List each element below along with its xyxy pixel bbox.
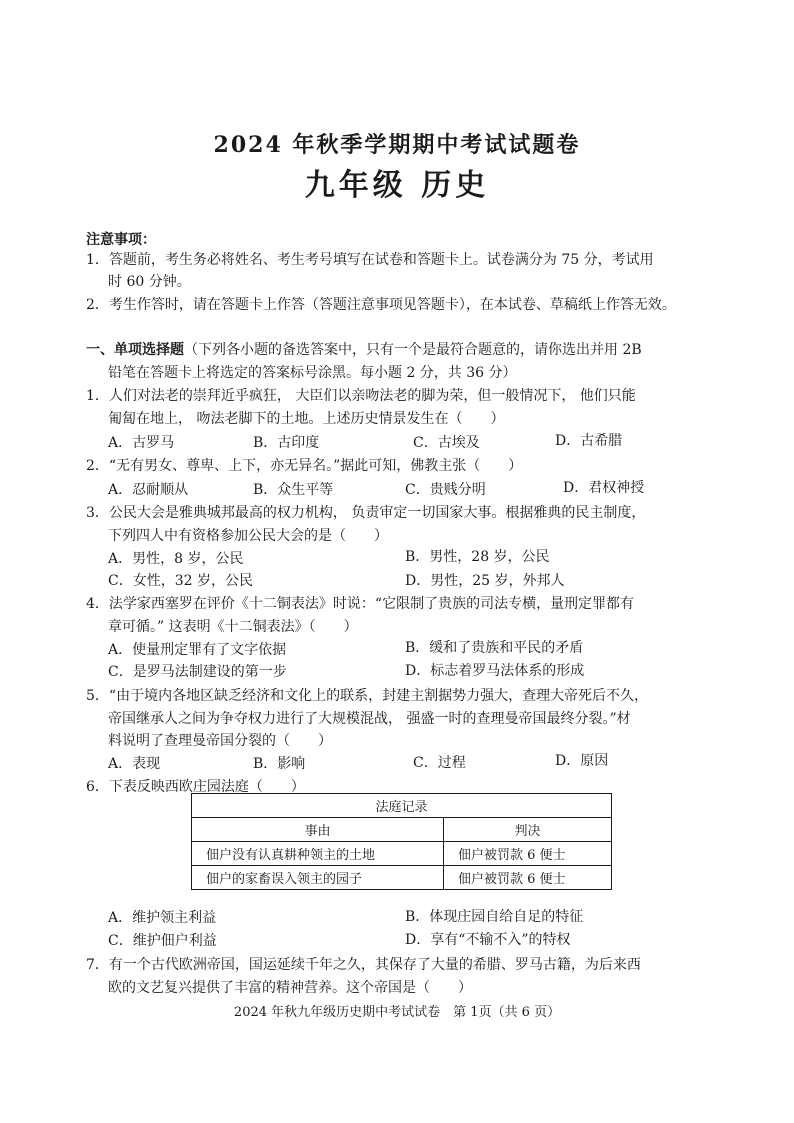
question-3-option-d: D．男性，25 岁，外邦人	[405, 573, 565, 589]
question-2-stem: 2．“无有男女、尊卑、上下，亦无异名。”据此可知，佛教主张（ ）	[86, 458, 523, 474]
question-3-option-c: C．女性，32 岁，公民	[108, 573, 253, 589]
table-row	[192, 842, 612, 866]
notice-heading: 注意事项：	[86, 232, 156, 248]
question-4-option-a: A．使量刑定罪有了文字依据	[108, 642, 287, 658]
section-heading-line	[86, 339, 642, 361]
question-7-stem-cont: 欧的文艺复兴提供了丰富的精神营养。这个帝国是（ ）	[108, 980, 472, 996]
question-5-option-a: A．表现	[108, 756, 161, 772]
question-1-option-d: D．古希腊	[555, 433, 623, 449]
exam-subtitle: 九年级 历史	[304, 168, 490, 203]
question-2-option-a: A．忍耐顺从	[108, 482, 189, 498]
question-6-option-a: A．维护领主利益	[108, 910, 217, 926]
court-record-table	[191, 793, 612, 890]
question-3-stem-cont: 下列四人中有资格参加公民大会的是（ ）	[108, 528, 388, 544]
question-2-option-d: D．君权神授	[563, 480, 645, 496]
table-header-verdict: 判决	[444, 818, 612, 842]
notice-item-1: 1．答题前，考生务必将姓名、考生考号填写在试卷和答题卡上。试卷满分为 75 分，考试用	[86, 252, 654, 268]
table-cell-cause: 佃户没有认真耕种领主的土地	[192, 842, 444, 866]
table-row	[192, 866, 612, 890]
court-record-caption: 法庭记录	[192, 794, 612, 818]
question-6-option-c: C．维护佃户利益	[108, 933, 217, 949]
question-3-option-b: B．男性，28 岁，公民	[405, 549, 550, 565]
question-7-stem: 7．有一个古代欧洲帝国，国运延续千年之久，其保存了大量的希腊、罗马古籍，为后来西	[86, 957, 641, 973]
question-5-stem-cont-1: 帝国继承人之间为争夺权力进行了大规模混战， 强盛一时的查理曼帝国最终分裂。”材	[108, 711, 631, 727]
table-header-cause: 事由	[192, 818, 444, 842]
section-heading: 一、单项选择题	[86, 342, 184, 358]
question-3-option-a: A．男性，8 岁，公民	[108, 551, 244, 567]
table-cell-cause: 佃户的家畜误入领主的园子	[192, 866, 444, 890]
question-2-option-b: B．众生平等	[253, 482, 334, 498]
question-1-option-a: A．古罗马	[108, 435, 175, 451]
question-2-option-c: C．贵贱分明	[405, 482, 486, 498]
exam-title: 2024 年秋季学期期中考试试题卷	[213, 132, 581, 158]
page-footer: 2024 年秋九年级历史期中考试试卷 第 1页（共 6 页）	[233, 1005, 561, 1020]
question-5-stem-cont-2: 料说明了查理曼帝国分裂的（ ）	[108, 733, 332, 749]
question-6-option-d: D．享有“不输不入”的特权	[405, 932, 571, 948]
section-instruction-cont: 铅笔在答题卡上将选定的答案标号涂黑。每小题 2 分，共 36 分）	[108, 365, 517, 381]
section-instruction: （下列各小题的备选答案中，只有一个是最符合题意的，请你选出并用 2B	[184, 342, 642, 358]
question-5-option-b: B．影响	[253, 756, 306, 772]
question-1-option-b: B．古印度	[253, 435, 320, 451]
question-4-stem: 4．法学家西塞罗在评价《十二铜表法》时说：“它限制了贵族的司法专横，量刑定罪都有	[86, 596, 635, 612]
question-1-stem-cont: 匍匐在地上， 吻法老脚下的土地。上述历史情景发生在（ ）	[108, 411, 505, 427]
question-4-option-c: C．是罗马法制建设的第一步	[108, 664, 287, 680]
question-1-option-c: C．古埃及	[413, 435, 480, 451]
notice-item-2: 2．考生作答时，请在答题卡上作答（答题注意事项见答题卡），在本试卷、草稿纸上作答无效。	[86, 297, 676, 313]
question-4-option-b: B．缓和了贵族和平民的矛盾	[405, 640, 584, 656]
table-cell-verdict: 佃户被罚款 6 便士	[444, 842, 612, 866]
question-5-option-d: D．原因	[555, 753, 609, 769]
question-4-stem-cont: 章可循。” 这表明《十二铜表法》（ ）	[108, 619, 358, 635]
table-cell-verdict: 佃户被罚款 6 便士	[444, 866, 612, 890]
question-1-stem: 1．人们对法老的崇拜近乎疯狂， 大臣们以亲吻法老的脚为荣，但一般情况下， 他们只能	[86, 388, 636, 404]
question-6-option-b: B．体现庄园自给自足的特征	[405, 909, 584, 925]
question-4-option-d: D．标志着罗马法体系的形成	[405, 663, 585, 679]
question-6-stem: 6．下表反映西欧庄园法庭（ ）	[86, 779, 305, 795]
notice-item-1-cont: 时 60 分钟。	[108, 274, 191, 290]
question-5-option-c: C．过程	[413, 755, 466, 771]
question-3-stem: 3．公民大会是雅典城邦最高的权力机构， 负责审定一切国家大事。根据雅典的民主制度，	[86, 505, 646, 521]
question-5-stem: 5．“由于境内各地区缺乏经济和文化上的联系，封建主割据势力强大，查理大帝死后不久，	[86, 688, 649, 704]
